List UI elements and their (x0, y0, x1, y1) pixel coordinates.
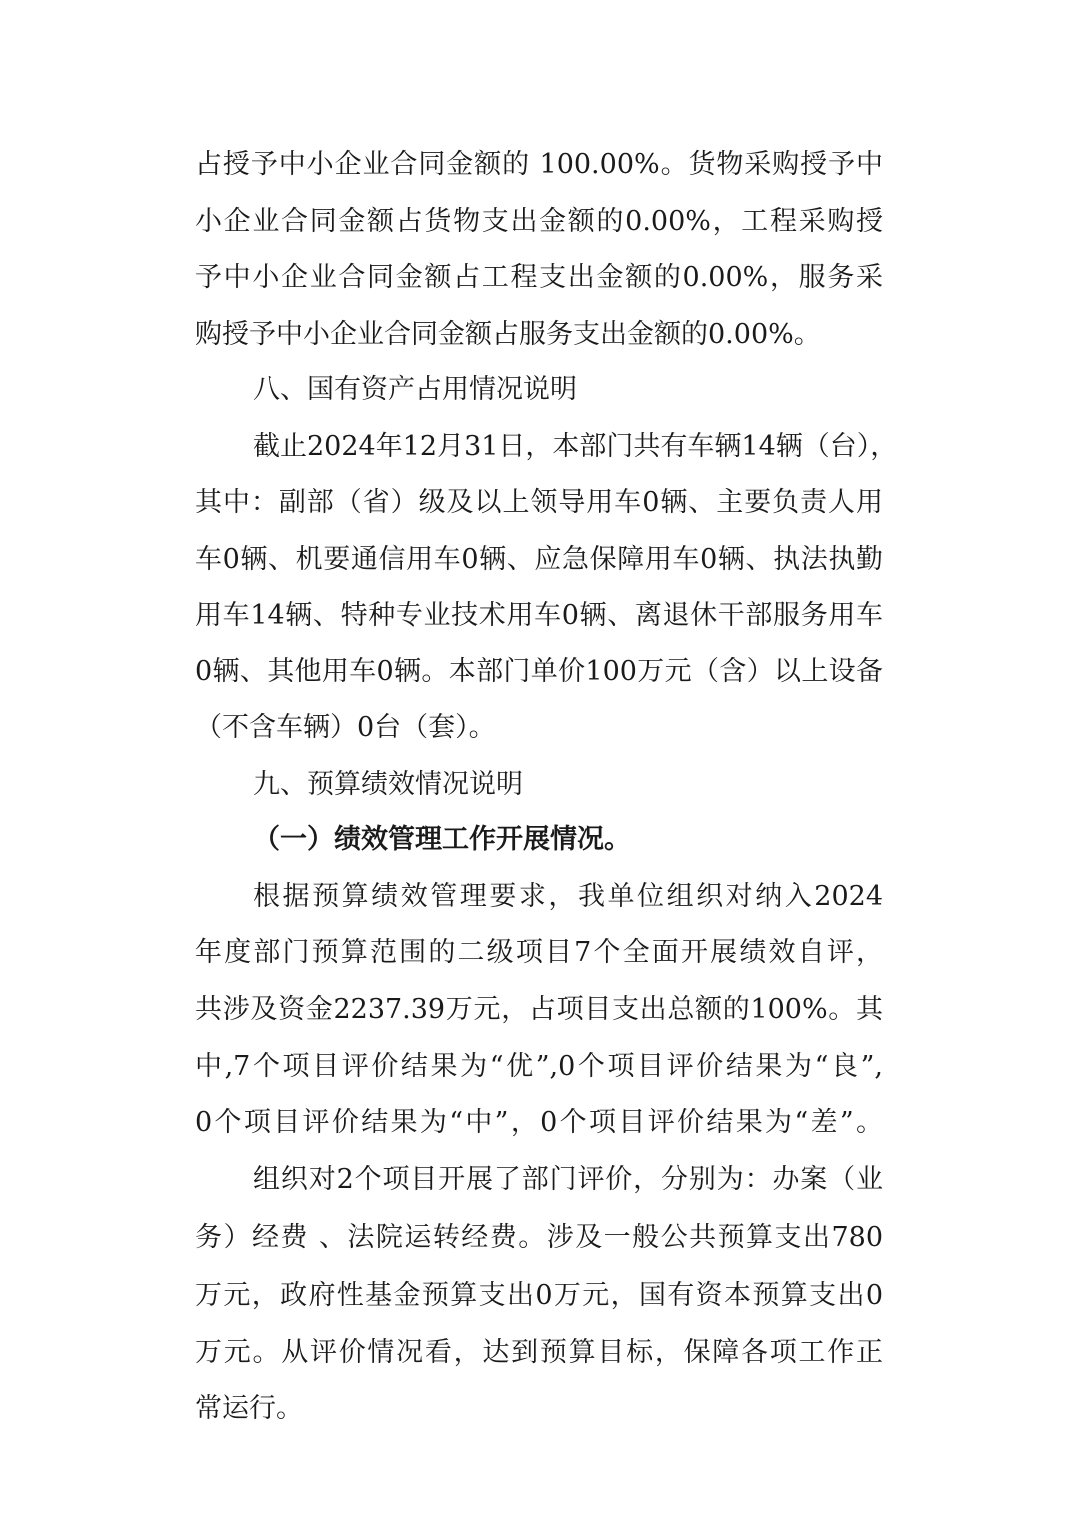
text-line: （不含车辆）0台（套）。 (195, 712, 496, 743)
text-line: 万元，政府性基金预算支出0万元，国有资本预算支出0 (195, 1280, 883, 1311)
text-line: 年度部门预算范围的二级项目7个全面开展绩效自评， (195, 937, 883, 968)
text-line: 共涉及资金2237.39万元，占项目支出总额的100%。其 (195, 994, 883, 1025)
text-line: 其中：副部（省）级及以上领导用车0辆、主要负责人用 (195, 487, 883, 518)
text-line: 小企业合同金额占货物支出金额的0.00%，工程采购授 (195, 206, 883, 237)
text-line: 购授予中小企业合同金额占服务支出金额的0.00%。 (195, 319, 821, 350)
text-line: 0个项目评价结果为“中”，0个项目评价结果为“差”。 (195, 1107, 883, 1138)
text-line: 0辆、其他用车0辆。本部门单价100万元（含）以上设备 (195, 656, 883, 687)
text-line: 中,7个项目评价结果为“优”,0个项目评价结果为“良”, (195, 1051, 883, 1082)
section-heading: 九、预算绩效情况说明 (253, 769, 523, 800)
subsection-heading: （一）绩效管理工作开展情况。 (253, 824, 631, 855)
text-line: 常运行。 (195, 1393, 303, 1424)
text-line: 务）经费 、法院运转经费。涉及一般公共预算支出780 (195, 1222, 883, 1253)
section-heading: 八、国有资产占用情况说明 (253, 374, 577, 405)
text-line: 万元。从评价情况看，达到预算目标，保障各项工作正 (195, 1337, 883, 1368)
text-line: 予中小企业合同金额占工程支出金额的0.00%，服务采 (195, 262, 883, 293)
text-line: 占授予中小企业合同金额的 100.00%。货物采购授予中 (195, 149, 883, 180)
text-line: 用车14辆、特种专业技术用车0辆、离退休干部服务用车 (195, 600, 883, 631)
text-line: 组织对2个项目开展了部门评价，分别为：办案（业 (253, 1164, 883, 1195)
text-line: 截止2024年12月31日，本部门共有车辆14辆（台）， (253, 431, 898, 462)
text-line: 车0辆、机要通信用车0辆、应急保障用车0辆、执法执勤 (195, 544, 883, 575)
text-line: 根据预算绩效管理要求，我单位组织对纳入2024 (253, 881, 883, 912)
